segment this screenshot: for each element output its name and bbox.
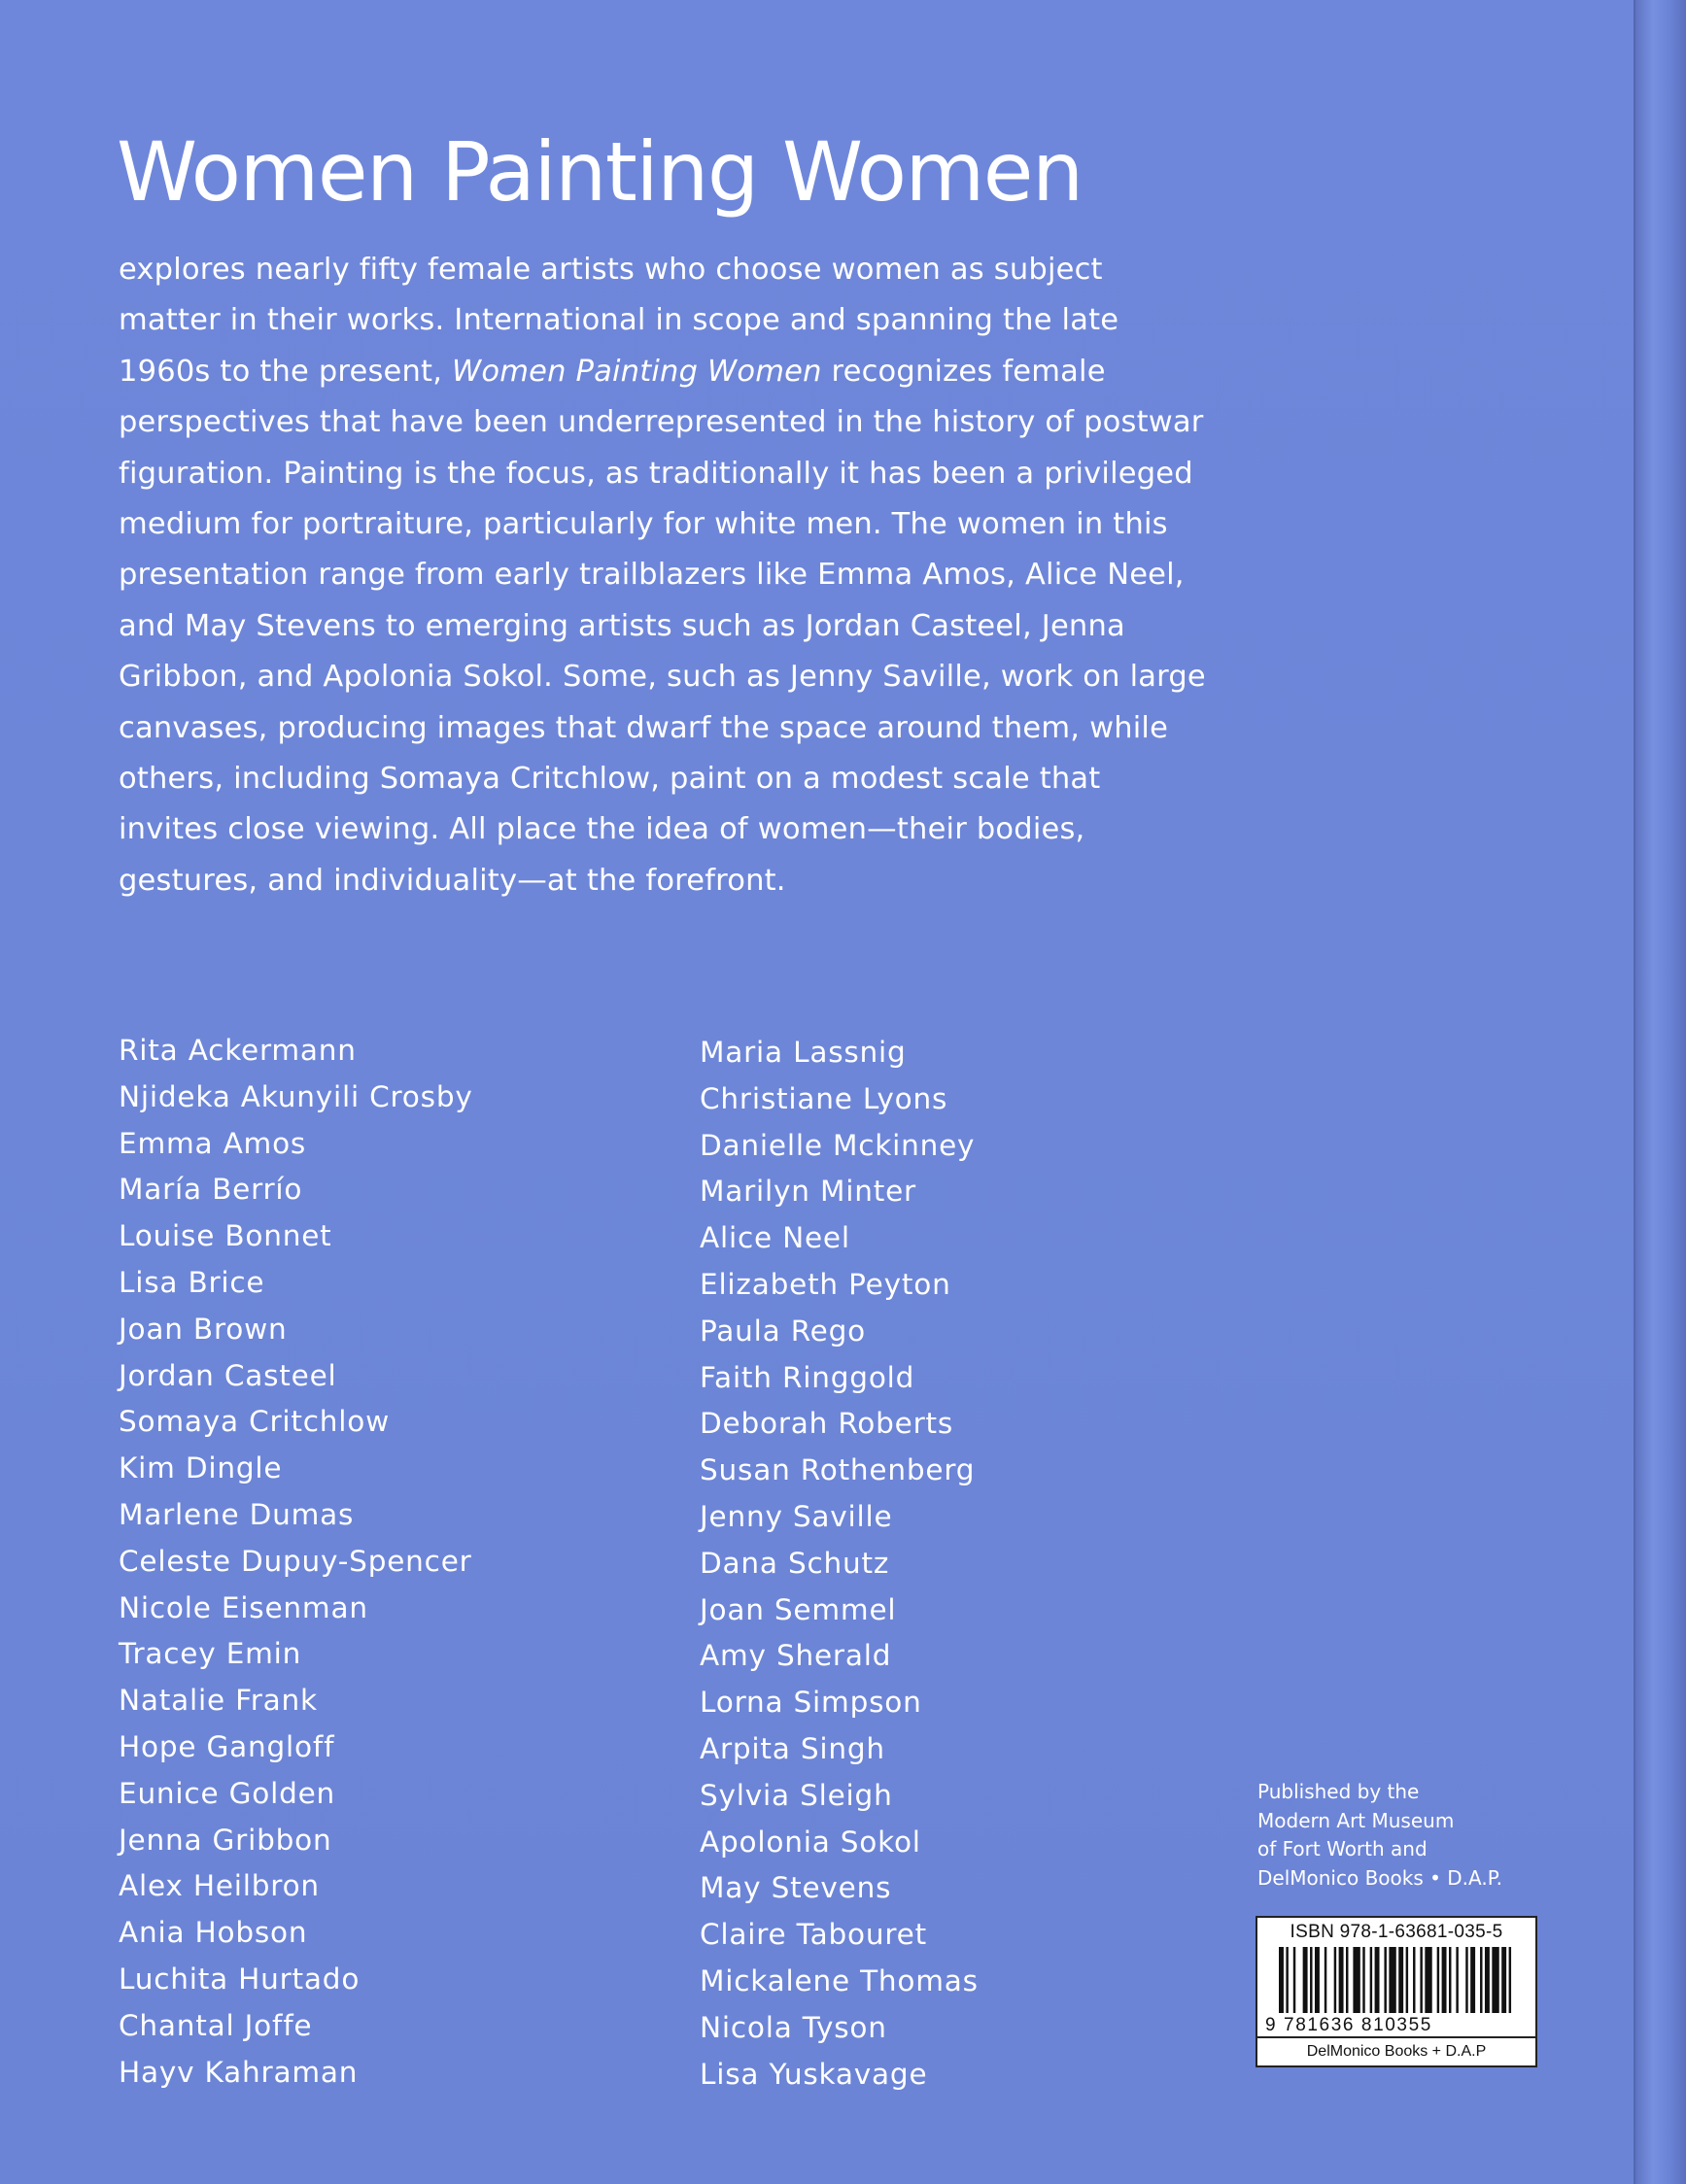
barcode-bar xyxy=(1449,1947,1451,2013)
artist-name: Somaya Critchlow xyxy=(119,1405,391,1439)
barcode-digits: 9 781636 810355 xyxy=(1265,2015,1432,2035)
artist-name: Louise Bonnet xyxy=(119,1219,332,1253)
artist-name: Arpita Singh xyxy=(700,1731,885,1765)
artist-name: Hope Gangloff xyxy=(119,1729,335,1763)
artist-name: Dana Schutz xyxy=(700,1546,890,1580)
artist-list-left-column xyxy=(119,1028,473,2096)
artist-name: Joan Brown xyxy=(119,1312,288,1346)
artist-name: Rita Ackermann xyxy=(119,1034,357,1067)
barcode-bar xyxy=(1485,1947,1490,2013)
publisher-line: Modern Art Museum xyxy=(1257,1808,1455,1832)
artist-name: Maria Lassnig xyxy=(700,1036,907,1069)
barcode-bar xyxy=(1425,1947,1431,2013)
artist-name: Luchita Hurtado xyxy=(119,1962,361,1996)
description-text-end: recognizes female perspectives that have been underrepresented in the history of postwar figuration. Painting is the focus, as traditionally it has been a privileged medium for portraiture, particularly for white men. The women in this presentation range from early trailblazers like Emma Amos, Alice Neel, and May Stevens to emerging artists such as Jordan Casteel, Jenna Gribbon, and Apolonia Sokol. Some, such as Jenny Saville, work on large canvases, producing images that dwarf the space around them, while others, including Somaya Critchlow, paint on a modest scale that invites close viewing. All place the idea of women—their bodies, gestures, and individuality—at the forefront. xyxy=(119,354,1206,898)
barcode-bar xyxy=(1398,1947,1403,2013)
isbn-number: ISBN 978-1-63681-035-5 xyxy=(1290,1922,1503,1942)
artist-list-right-column xyxy=(700,1030,979,2098)
barcode-bar xyxy=(1413,1947,1415,2013)
artist-name: Tracey Emin xyxy=(119,1637,302,1671)
barcode-bar xyxy=(1389,1947,1395,2013)
barcode-bar xyxy=(1315,1947,1320,2013)
barcode-bar xyxy=(1420,1947,1422,2013)
artist-name: Nicola Tyson xyxy=(700,2010,887,2044)
barcode-bar xyxy=(1279,1947,1284,2013)
artist-name: Nicole Eisenman xyxy=(119,1590,368,1624)
barcode-bar xyxy=(1286,1947,1288,2013)
book-description xyxy=(119,245,1207,906)
artist-name: María Berrío xyxy=(119,1173,303,1207)
artist-name: Alex Heilbron xyxy=(119,1869,320,1903)
artist-name: Chantal Joffe xyxy=(119,2008,313,2042)
barcode-bar xyxy=(1437,1947,1439,2013)
artist-name: Claire Tabouret xyxy=(700,1918,927,1952)
publisher-line: of Fort Worth and xyxy=(1257,1837,1428,1860)
barcode-bar xyxy=(1325,1947,1326,2013)
artist-name: Mickalene Thomas xyxy=(700,1963,979,1997)
artist-name: Susan Rothenberg xyxy=(700,1453,976,1487)
artist-name: Jordan Casteel xyxy=(119,1358,337,1392)
publisher-line: DelMonico Books • D.A.P. xyxy=(1257,1865,1503,1890)
artist-name: Joan Semmel xyxy=(700,1592,897,1626)
barcode-bar xyxy=(1346,1947,1348,2013)
artist-name: Marlene Dumas xyxy=(119,1497,355,1531)
publisher-line: Published by the xyxy=(1257,1780,1420,1803)
barcode-bar xyxy=(1501,1947,1506,2013)
artist-name: Eunice Golden xyxy=(119,1776,336,1810)
artist-name: Christiane Lyons xyxy=(700,1081,948,1115)
artist-name: Jenny Saville xyxy=(700,1499,893,1533)
barcode-bar xyxy=(1293,1947,1295,2013)
barcode-bars xyxy=(1279,1947,1516,2013)
artist-name: Lisa Yuskavage xyxy=(700,2057,928,2091)
barcode-bar xyxy=(1406,1947,1408,2013)
barcode-bar xyxy=(1442,1947,1447,2013)
artist-name: Natalie Frank xyxy=(119,1684,318,1718)
barcode-bar xyxy=(1353,1947,1359,2013)
barcode-bar xyxy=(1334,1947,1336,2013)
artist-name: Hayv Kahraman xyxy=(119,2055,359,2089)
description-text-start: explores nearly fifty female artists who choose women as subject matter in their works. International in scope and spanning the late 1960s to the present, xyxy=(119,253,1119,389)
artist-name: Marilyn Minter xyxy=(700,1175,916,1209)
artist-name: Faith Ringgold xyxy=(700,1360,915,1394)
artist-name: Kim Dingle xyxy=(119,1451,283,1485)
barcode-bar xyxy=(1339,1947,1344,2013)
barcode-bar xyxy=(1456,1947,1458,2013)
artist-name: Lorna Simpson xyxy=(700,1686,922,1720)
artist-name: Apolonia Sokol xyxy=(700,1825,921,1859)
artist-name: Amy Sherald xyxy=(700,1639,892,1673)
publisher-credit xyxy=(1257,1778,1502,1893)
artist-name: May Stevens xyxy=(700,1871,892,1905)
barcode-bar xyxy=(1303,1947,1308,2013)
artist-name: Elizabeth Peyton xyxy=(700,1267,951,1301)
description-italic-title: Women Painting Women xyxy=(452,354,822,389)
isbn-barcode-label xyxy=(1256,1916,1537,2067)
artist-name: Paula Rego xyxy=(700,1314,866,1348)
artist-name: Ania Hobson xyxy=(119,1916,308,1950)
barcode-bar xyxy=(1362,1947,1364,2013)
artist-name: Danielle Mckinney xyxy=(700,1128,976,1162)
barcode-bar xyxy=(1370,1947,1372,2013)
barcode-bar xyxy=(1384,1947,1386,2013)
artist-name: Deborah Roberts xyxy=(700,1407,954,1441)
artist-name: Alice Neel xyxy=(700,1221,850,1255)
artist-name: Lisa Brice xyxy=(119,1265,265,1299)
barcode-bar xyxy=(1470,1947,1475,2013)
barcode-bar xyxy=(1509,1947,1511,2013)
artist-name: Celeste Dupuy-Spencer xyxy=(119,1544,472,1578)
barcode-bar xyxy=(1375,1947,1380,2013)
barcode-bar xyxy=(1465,1947,1467,2013)
artist-name: Njideka Akunyili Crosby xyxy=(119,1079,473,1113)
artist-name: Jenna Gribbon xyxy=(119,1823,332,1857)
barcode-bar xyxy=(1480,1947,1482,2013)
book-spine-edge xyxy=(1634,0,1686,2184)
barcode-bar xyxy=(1492,1947,1498,2013)
artist-name: Sylvia Sleigh xyxy=(700,1778,893,1812)
barcode-bar xyxy=(1310,1947,1312,2013)
barcode-imprint: DelMonico Books + D.A.P xyxy=(1257,2036,1535,2065)
book-title: Women Painting Women xyxy=(117,124,1083,220)
artist-name: Emma Amos xyxy=(119,1126,307,1160)
